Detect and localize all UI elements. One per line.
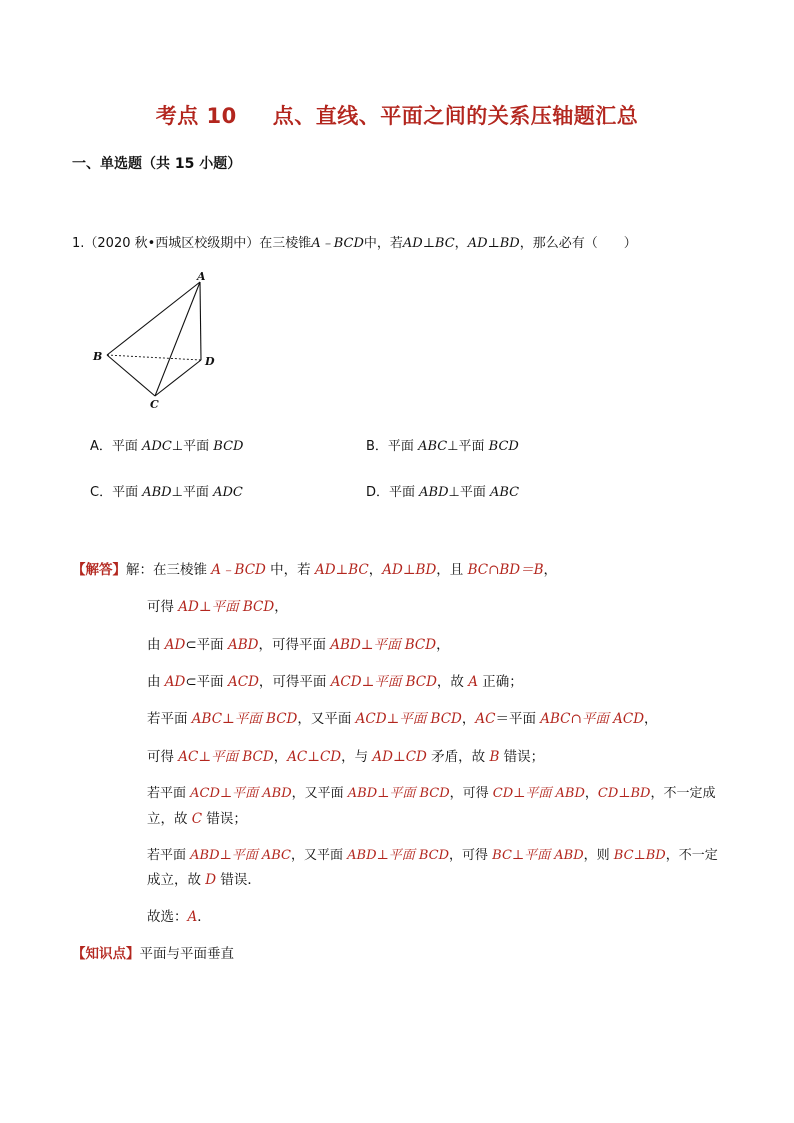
answer-line-2: 可得 AD⊥平面 BCD，: [147, 599, 288, 615]
question-number: 1.: [72, 236, 85, 251]
answer-line-5: 若平面 ABC⊥平面 BCD，又平面 ACD⊥平面 BCD，AC＝平面 ABC∩平面 ACD，: [147, 711, 658, 727]
label-d: D: [205, 355, 215, 368]
answer-line-4: 由 AD⊂平面 ACD，可得平面 ACD⊥平面 BCD，故 A 正确；: [147, 674, 523, 690]
question-stem: 1.（2020 秋•西城区校级期中）在三棱锥A﹣BCD中，若AD⊥BC，AD⊥BD，那么必有（ ）: [72, 236, 637, 251]
section-heading: 一、单选题（共 15 小题）: [72, 156, 242, 172]
answer-line-3: 由 AD⊂平面 ABD，可得平面 ABD⊥平面 BCD，: [147, 637, 450, 653]
answer-line-6: 可得 AC⊥平面 BCD，AC⊥CD，与 AD⊥CD 矛盾，故 B 错误；: [147, 749, 545, 765]
knowledge-text: 平面与平面垂直: [139, 946, 234, 962]
edge-bd-hidden: [107, 355, 201, 360]
label-c: C: [150, 398, 159, 411]
option-d[interactable]: D．平面 ABD⊥平面 ABC: [366, 485, 520, 500]
title-prefix: 考点 10: [155, 104, 237, 128]
option-c[interactable]: C．平面 ABD⊥平面 ADC: [90, 485, 243, 500]
edge-bc: [107, 355, 155, 396]
label-a: A: [197, 270, 206, 283]
answer-line-8: 若平面 ABD⊥平面 ABC，又平面 ABD⊥平面 BCD，可得 BC⊥平面 ABD，则 BC⊥BD，不一定: [147, 848, 718, 863]
answer-line-1: 【解答】解：在三棱锥 A﹣BCD 中，若 AD⊥BC，AD⊥BD，且 BC∩BD＝B，: [72, 562, 558, 578]
question-source: （2020 秋•西城区校级期中）: [84, 236, 260, 251]
answer-line-7b: 立，故 C 错误；: [147, 811, 247, 827]
answer-line-9: 故选：A．: [147, 909, 211, 925]
answer-line-7: 若平面 ACD⊥平面 ABD，又平面 ABD⊥平面 BCD，可得 CD⊥平面 ABD，CD⊥BD，不一定成: [147, 786, 716, 801]
label-b: B: [93, 350, 103, 363]
edge-ad: [200, 282, 201, 360]
title-main: 点、直线、平面之间的关系压轴题汇总: [272, 104, 639, 128]
option-a[interactable]: A．平面 ADC⊥平面 BCD: [90, 439, 244, 454]
knowledge-tag: 【知识点】: [72, 946, 140, 962]
answer-line-8b: 成立，故 D 错误．: [147, 872, 261, 888]
knowledge-point: [72, 942, 234, 962]
option-b[interactable]: B．平面 ABC⊥平面 BCD: [366, 439, 519, 454]
answer-tag: 【解答】: [72, 562, 126, 578]
pyramid-figure: [85, 268, 225, 413]
page-title: [0, 100, 794, 130]
